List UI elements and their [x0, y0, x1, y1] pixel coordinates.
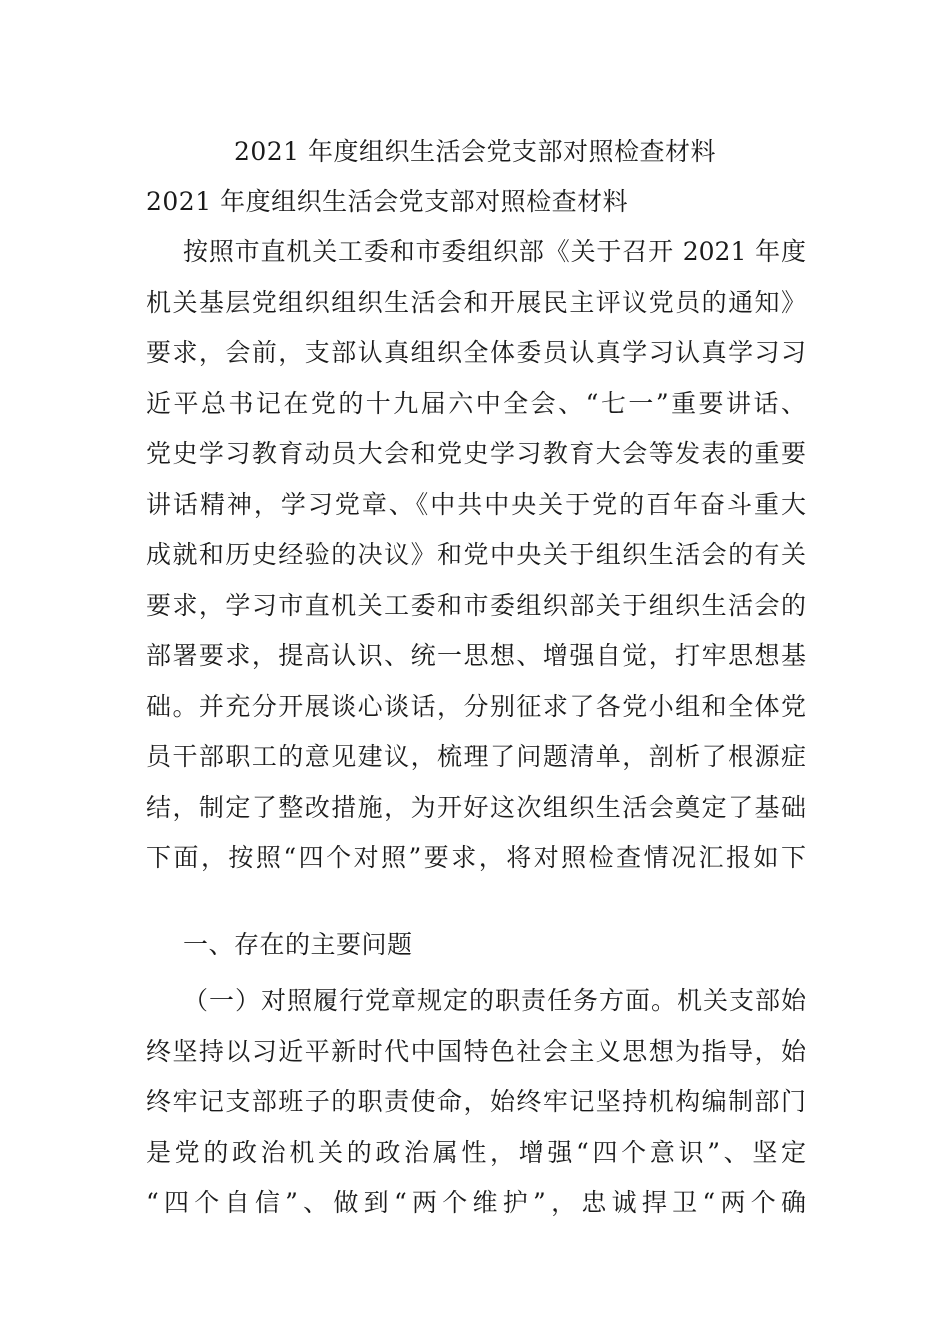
paragraph-line: 部署要求，提高认识、统一思想、增强自觉，打牢思想基	[146, 641, 806, 670]
document-subtitle: 2021 年度组织生活会党支部对照检查材料	[146, 187, 629, 216]
paragraph-line: 是党的政治机关的政治属性，增强“四个意识”、坚定	[146, 1137, 806, 1167]
paragraph-line: 下面，按照“四个对照”要求，将对照检查情况汇报如下	[146, 843, 806, 872]
paragraph-line: （一）对照履行党章规定的职责任务方面。机关支部始	[183, 986, 806, 1015]
paragraph-line: 党史学习教育动员大会和党史学习教育大会等发表的重要	[146, 439, 806, 468]
paragraph-line: 终坚持以习近平新时代中国特色社会主义思想为指导，始	[146, 1036, 806, 1066]
intro-paragraph	[146, 227, 806, 884]
paragraph-line: 近平总书记在党的十九届六中全会、“七一”重要讲话、	[146, 388, 806, 418]
paragraph-line: 础。并充分开展谈心谈话，分别征求了各党小组和全体党	[146, 691, 806, 721]
section-heading: 一、存在的主要问题	[183, 930, 413, 959]
paragraph-line: 机关基层党组织组织生活会和开展民主评议党员的通知》	[146, 287, 806, 317]
paragraph-line: 要求，学习市直机关工委和市委组织部关于组织生活会的	[146, 590, 806, 620]
paragraph-line: “四个自信”、做到“两个维护”，忠诚捍卫“两个确	[146, 1188, 806, 1217]
paragraph-line: 要求，会前，支部认真组织全体委员认真学习认真学习习	[146, 338, 806, 367]
paragraph-line: 结，制定了整改措施，为开好这次组织生活会奠定了基础	[146, 792, 806, 822]
paragraph-line: 成就和历史经验的决议》和党中央关于组织生活会的有关	[146, 540, 806, 569]
document-title: 2021 年度组织生活会党支部对照检查材料	[233, 137, 717, 166]
paragraph-line: 终牢记支部班子的职责使命，始终牢记坚持机构编制部门	[146, 1087, 806, 1116]
paragraph-line: 员干部职工的意见建议，梳理了问题清单，剖析了根源症	[146, 742, 806, 771]
paragraph-line: 按照市直机关工委和市委组织部《关于召开 2021 年度	[183, 237, 806, 266]
paragraph-line: 讲话精神，学习党章、《中共中央关于党的百年奋斗重大	[146, 489, 806, 519]
section-paragraph	[146, 976, 806, 1229]
